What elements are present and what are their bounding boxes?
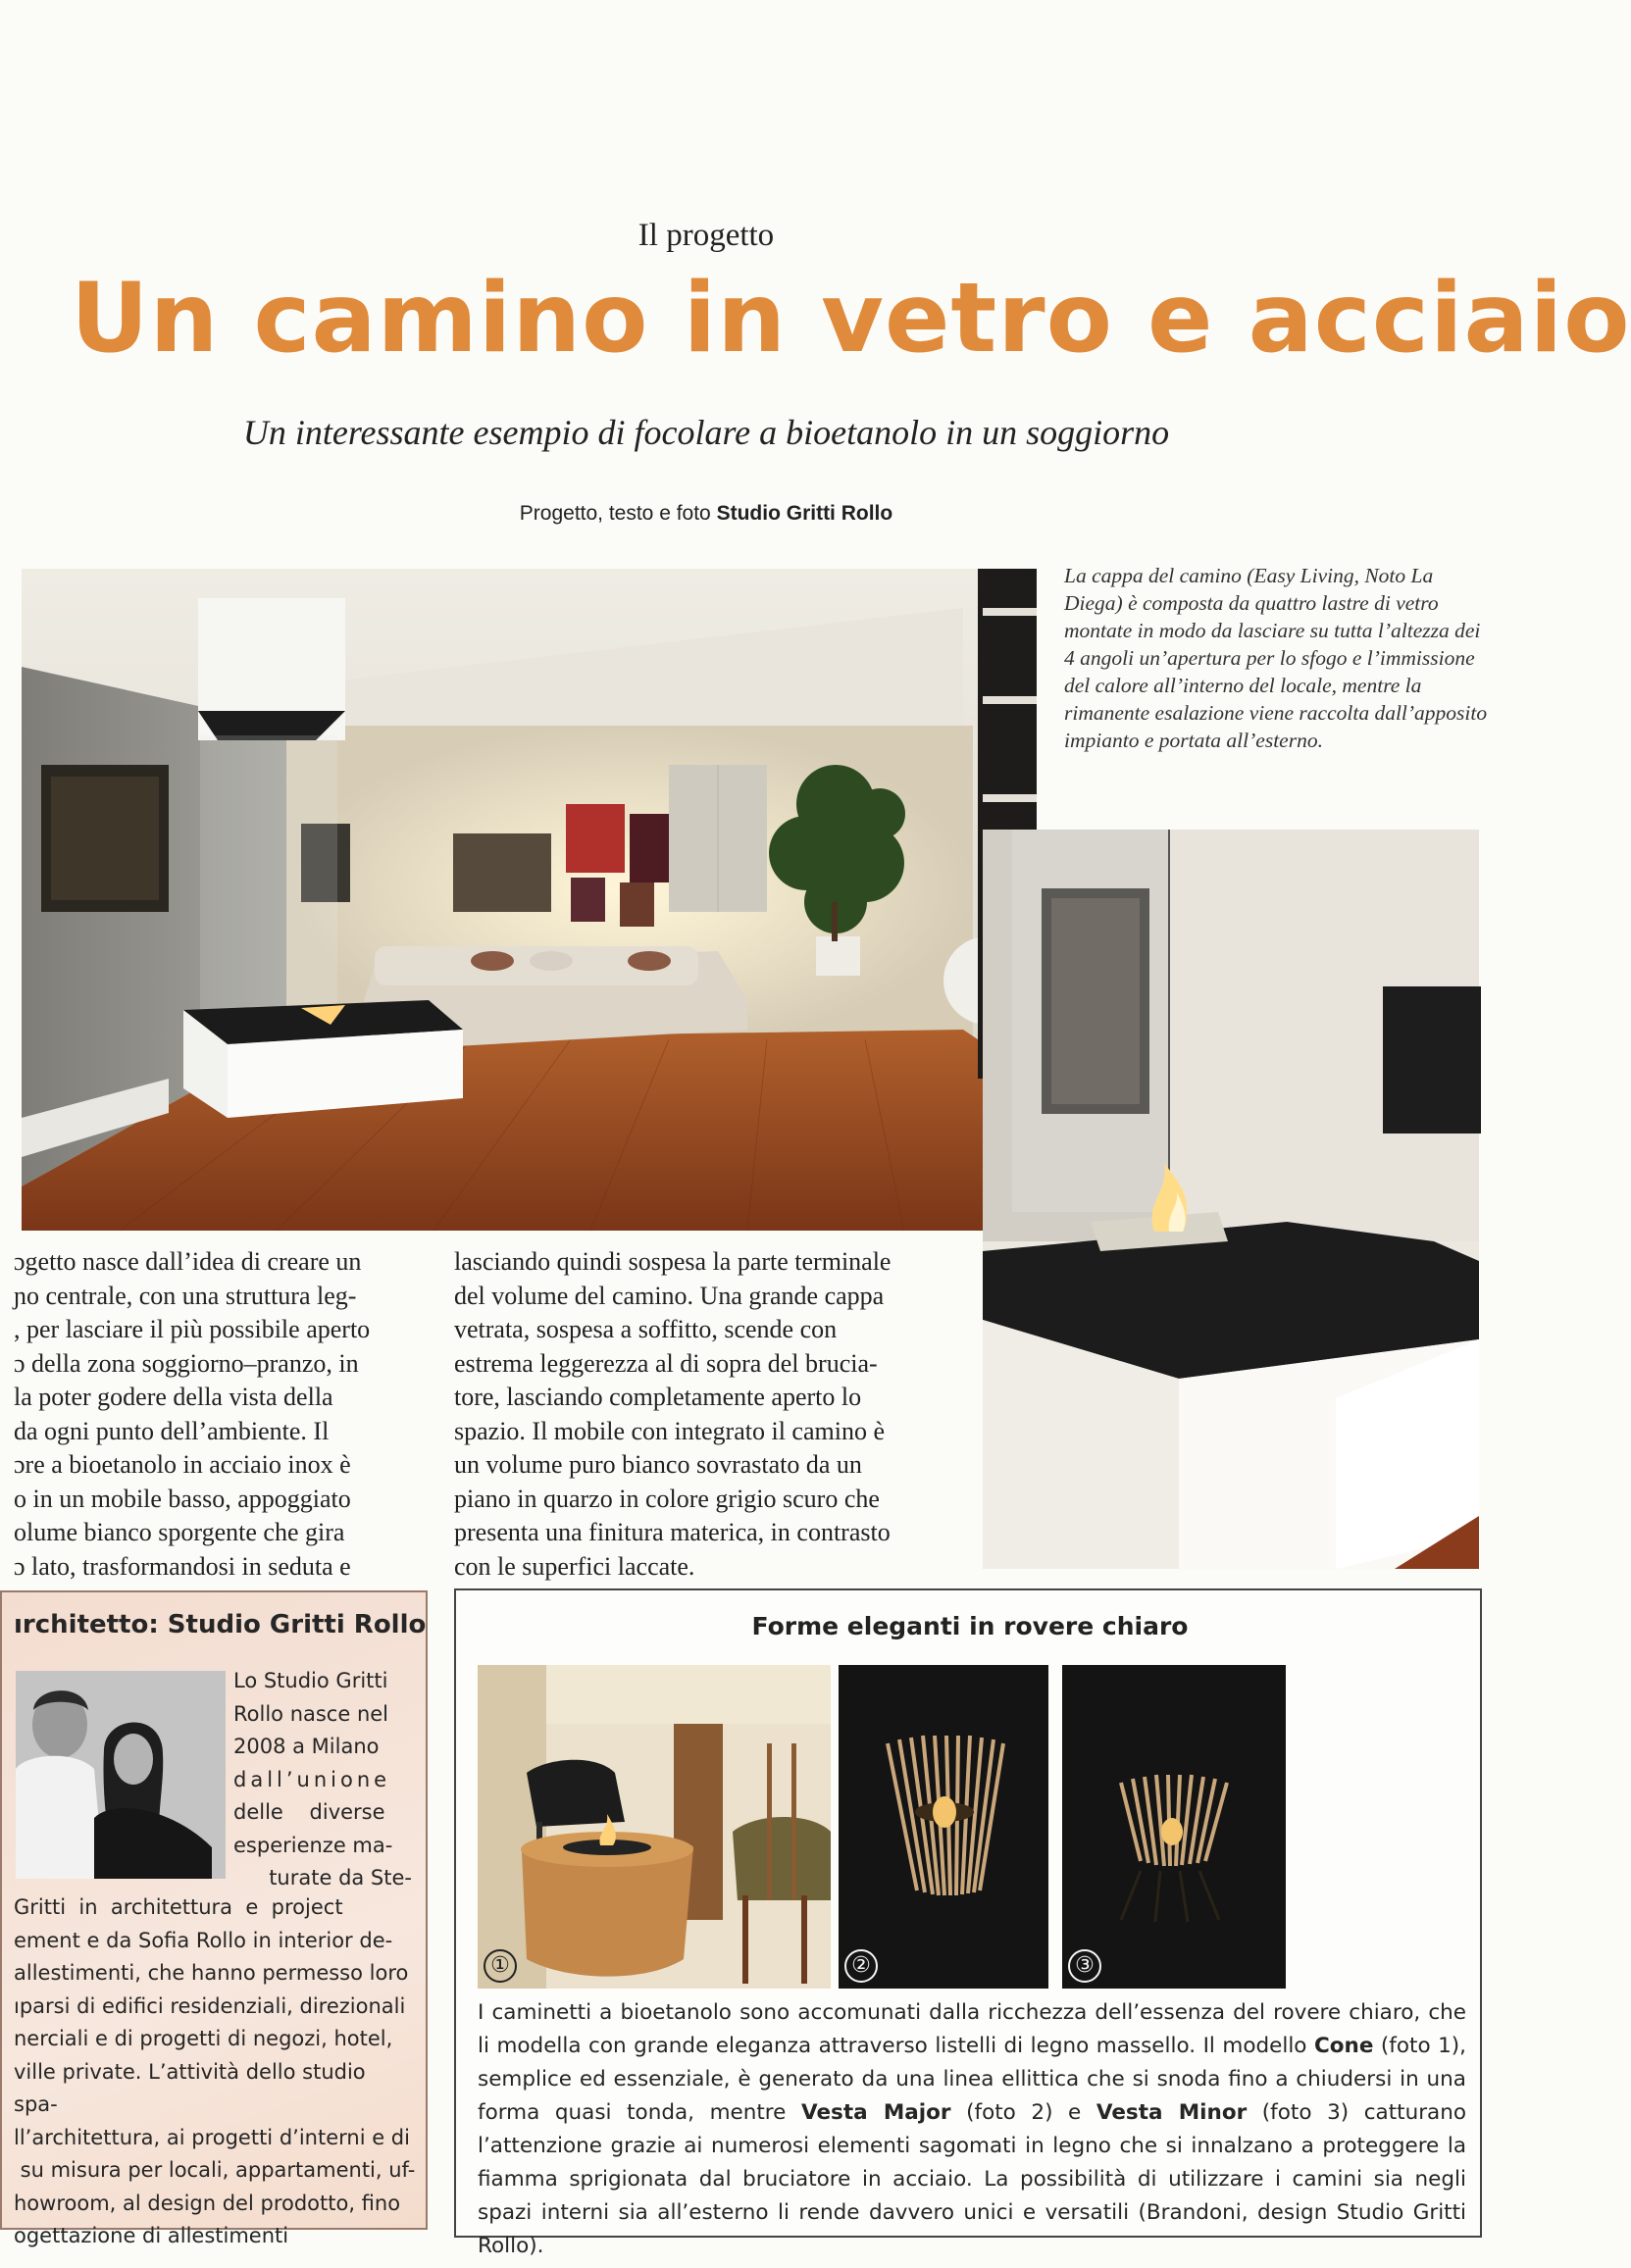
fireplace-closeup-photo	[983, 830, 1479, 1569]
body-line: ɔre a bioetanolo in acciaio inox è	[14, 1450, 351, 1479]
architect-line: ogettazione di allestimenti	[14, 2224, 289, 2247]
body-line: lasciando quindi sospesa la parte terminale	[454, 1247, 892, 1276]
model-name-cone: Cone	[1313, 2034, 1374, 2058]
architect-line: su misura per locali, appartamenti, uf-	[14, 2158, 416, 2182]
page-subtitle: Un interessante esempio di focolare a bioetanolo in un soggiorno	[242, 413, 1170, 452]
architect-line: allestimenti, che hanno permesso loro	[14, 1961, 409, 1985]
architect-line: ll’architettura, ai progetti d’interni e di	[14, 2125, 410, 2149]
body-line: ɔgetto nasce dall’idea di creare un	[14, 1247, 362, 1276]
body-line: la poter godere della vista della	[14, 1383, 333, 1411]
page-title: Un camino in vetro e acciaio	[71, 263, 1631, 375]
architect-line: dall’unione	[233, 1767, 391, 1791]
vesta-minor-photo	[1062, 1665, 1286, 1989]
body-column-2	[454, 1245, 954, 1584]
vesta-major-photo	[839, 1665, 1048, 1989]
living-room-illustration	[22, 569, 1037, 1231]
body-line: estrema leggerezza al di sopra del brucia-	[454, 1348, 878, 1378]
credits-line	[0, 502, 1412, 526]
photo-number-3: ③	[1068, 1949, 1101, 1983]
architect-line: Gritti in architettura e project	[14, 1895, 343, 1919]
body-line: con le superfici laccate.	[454, 1551, 695, 1581]
oak-text-part: I caminetti a bioetanolo sono accomunati dalla ricchezza dell’essenza del rovere chiaro, che li modella con grande eleganza attraverso listelli di legno massello. Il modello	[478, 2000, 1466, 2058]
body-line: ɲo centrale, con una struttura leg-	[14, 1281, 357, 1310]
architect-line: Rollo nasce nel	[233, 1701, 389, 1726]
cone-photo	[478, 1665, 831, 1989]
photo-number-1: ①	[484, 1949, 517, 1983]
credits-prefix: Progetto, testo e foto	[519, 502, 717, 525]
body-line: presenta una finitura materica, in contrasto	[454, 1518, 891, 1546]
model-name-vesta-minor: Vesta Minor	[1096, 2100, 1248, 2125]
architect-title: ırchitetto: Studio Gritti Rollo	[14, 1610, 427, 1639]
architect-line: ement e da Sofia Rollo in interior de-	[14, 1928, 393, 1952]
section-label: Il progetto	[637, 218, 775, 253]
body-line: un volume puro bianco sovrastato da un	[454, 1450, 862, 1479]
fireplace-closeup-illustration	[983, 830, 1479, 1569]
body-line: olume bianco sporgente che gira	[14, 1518, 345, 1546]
body-line: tore, lasciando completamente aperto lo	[454, 1383, 862, 1411]
oak-text-part: (foto 1), semplice ed essenziale, è generato da una linea ellittica che si snoda fino a chiudersi in una forma quasi tonda, mentre	[478, 2034, 1466, 2125]
architect-line: ville private. L’attività dello studio spa-	[14, 2059, 366, 2116]
architect-box	[0, 1590, 428, 2247]
model-name-vesta-major: Vesta Major	[800, 2100, 951, 2125]
oak-text-part: (foto 3) catturano l’attenzione grazie ai numerosi elementi sagomati in legno che si innalzano a proteggere la fiamma sprigionata dal bruciatore in acciaio. La possibilità di utilizzare i camini sia negli spazi interni sia all’esterno li rende davvero unici e versatili (Brandoni, design Studio Gritti Rollo).	[478, 2100, 1467, 2258]
vesta-minor-illustration	[1062, 1665, 1286, 1989]
body-line: vetrata, sospesa a soffitto, scende con	[454, 1315, 838, 1343]
architects-portrait-illustration	[16, 1671, 226, 1879]
body-line: ɔ lato, trasformandosi in seduta e	[14, 1551, 351, 1581]
architect-line: Lo Studio Gritti	[233, 1669, 388, 1692]
body-line: piano in quarzo in colore grigio scuro che	[454, 1484, 880, 1513]
oak-text-part: (foto 2) e	[950, 2100, 1096, 2125]
oak-box-title: Forme eleganti in rovere chiaro	[751, 1612, 1189, 1640]
body-line: spazio. Il mobile con integrato il camino è	[454, 1416, 885, 1445]
body-line: o in un mobile basso, appoggiato	[14, 1484, 351, 1513]
architect-text-below	[14, 1891, 416, 2253]
body-line: da ogni punto dell’ambiente. Il	[14, 1416, 330, 1445]
architects-portrait	[16, 1671, 226, 1879]
oak-box-text	[478, 1996, 1466, 2263]
architect-line: ıparsi di edifici residenziali, direzionali	[14, 1993, 406, 2018]
architect-line: nerciali e di progetti di negozi, hotel,	[14, 2027, 393, 2050]
body-line: , per lasciare il più possibile aperto	[14, 1315, 371, 1343]
photo-number-2: ②	[844, 1949, 878, 1983]
photo-caption: La cappa del camino (Easy Living, Noto La Diega) è composta da quattro lastre di vetro montate in modo da lasciare su tutta l’altezza dei 4 angoli un’apertura per lo sfogo e l’immissione del calore all’interno del locale, mentre la rimanente esalazione viene raccolta dall’apposito impianto e portata all’esterno.	[1064, 564, 1488, 752]
body-line: ɔ della zona soggiorno–pranzo, in	[14, 1348, 359, 1378]
architect-line: turate da Ste-	[269, 1866, 412, 1890]
architect-line: howroom, al design del prodotto, fino	[14, 2191, 401, 2215]
architect-line: delle diverse	[233, 1800, 385, 1824]
bleed-through-text	[88, 8, 1442, 145]
vesta-major-illustration	[839, 1665, 1048, 1989]
architect-line: esperienze ma-	[233, 1833, 393, 1857]
living-room-photo	[22, 569, 1037, 1231]
body-line: del volume del camino. Una grande cappa	[454, 1281, 885, 1310]
oak-fireplaces-box	[454, 1588, 1482, 2258]
architect-text-beside	[233, 1665, 416, 1895]
architect-line: 2008 a Milano	[233, 1735, 380, 1758]
credits-author: Studio Gritti Rollo	[716, 502, 893, 525]
body-column-1	[14, 1245, 426, 1584]
cone-illustration	[478, 1665, 831, 1989]
